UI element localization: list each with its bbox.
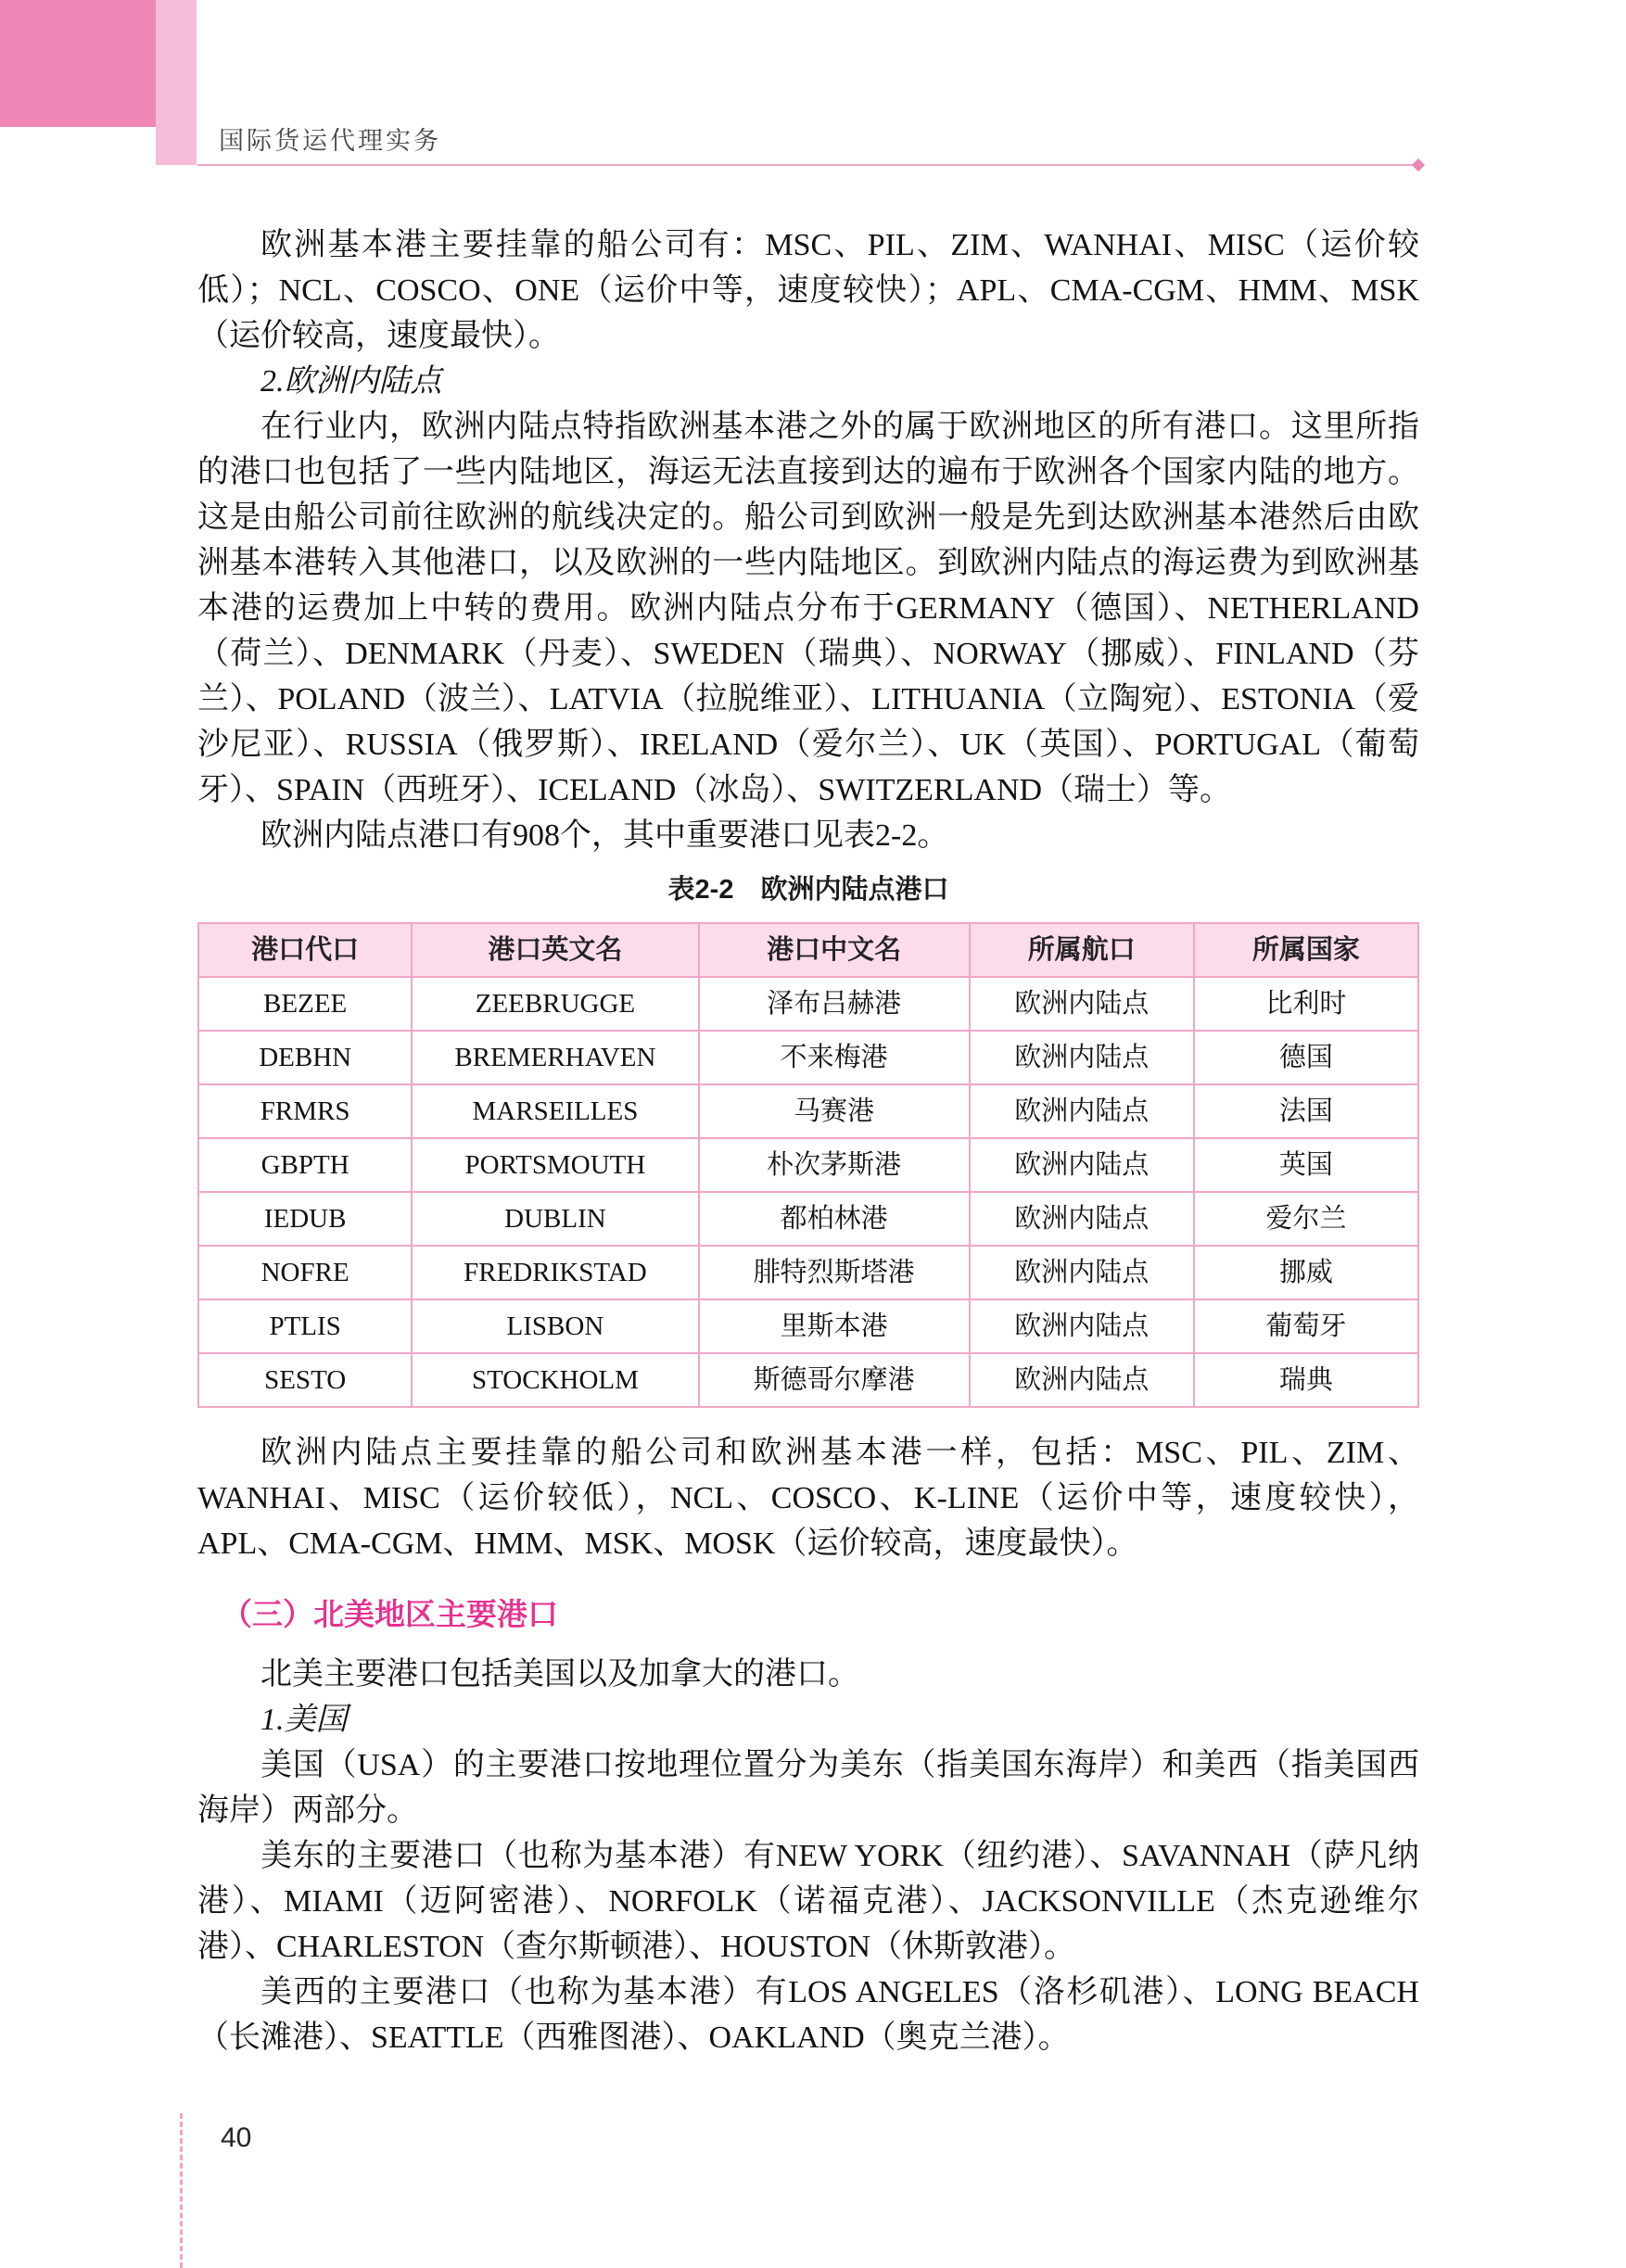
table-row [198, 1246, 1418, 1299]
table-cell: BREMERHAVEN [412, 1031, 698, 1084]
table-cell: GBPTH [198, 1138, 412, 1192]
page-number: 40 [221, 2122, 252, 2153]
header-rule-diamond [1412, 158, 1425, 171]
running-header-title: 国际货运代理实务 [219, 127, 441, 155]
subheading-usa: 1.美国 [260, 1702, 348, 1737]
table-cell: 腓特烈斯塔港 [699, 1246, 970, 1299]
subheading-europe-inland-points: 2.欧洲内陆点 [260, 364, 442, 399]
table-cell: 挪威 [1194, 1246, 1418, 1299]
table-cell: 泽布吕赫港 [699, 977, 970, 1031]
table-cell: FREDRIKSTAD [412, 1246, 698, 1299]
page-content [197, 222, 1419, 2060]
footer-dotted-line [180, 2113, 183, 2268]
table-cell: ZEEBRUGGE [412, 977, 698, 1031]
table-body [198, 977, 1418, 1407]
table-cell: NOFRE [198, 1246, 412, 1299]
table-cell: 欧洲内陆点 [970, 1138, 1194, 1192]
decorative-pink-block [0, 0, 156, 127]
table-cell: 比利时 [1194, 977, 1418, 1031]
paragraph-north-america-intro: 北美主要港口包括美国以及加拿大的港口。 [260, 1656, 859, 1691]
table-cell: SESTO [198, 1353, 412, 1407]
table-cell: 欧洲内陆点 [970, 1299, 1194, 1353]
table-header-row [198, 923, 1418, 977]
table-row [198, 1031, 1418, 1084]
table-cell: 德国 [1194, 1031, 1418, 1084]
paragraph-inland-carriers: 欧洲内陆点主要挂靠的船公司和欧洲基本港一样，包括：MSC、PIL、ZIM、WANHAI、MISC（运价较低），NCL、COSCO、K-LINE（运价中等，速度较快），APL、CMA-CGM、HMM、MSK、MOSK（运价较高，速度最快）。 [197, 1436, 1419, 1561]
table-cell: 英国 [1194, 1138, 1418, 1192]
table-cell: 马赛港 [699, 1084, 970, 1138]
paragraph-inland-definition: 在行业内，欧洲内陆点特指欧洲基本港之外的属于欧洲地区的所有港口。这里所指的港口也包括了一些内陆地区，海运无法直接到达的遍布于欧洲各个国家内陆的地方。这是由船公司前往欧洲的航线决定的。船公司到欧洲一般是先到达欧洲基本港然后由欧洲基本港转入其他港口，以及欧洲的一些内陆地区。到欧洲内陆点的海运费为到欧洲基本港的运费加上中转的费用。欧洲内陆点分布于GERMANY（德国）、NETHERLAND（荷兰）、DENMARK（丹麦）、SWEDEN（瑞典）、NORWAY（挪威）、FINLAND（芬兰）、POLAND（波兰）、LATVIA（拉脱维亚）、LITHUANIA（立陶宛）、ESTONIA（爱沙尼亚）、RUSSIA（俄罗斯）、IRELAND（爱尔兰）、UK（英国）、PORTUGAL（葡萄牙）、SPAIN（西班牙）、ICELAND（冰岛）、SWITZERLAND（瑞士）等。 [197, 410, 1419, 807]
table-cell: 法国 [1194, 1084, 1418, 1138]
paragraph-us-west-ports: 美西的主要港口（也称为基本港）有LOS ANGELES（洛杉矶港）、LONG BEACH（长滩港）、SEATTLE（西雅图港）、OAKLAND（奥克兰港）。 [197, 1974, 1419, 2055]
table-cell: 都柏林港 [699, 1192, 970, 1246]
section-heading-north-america: （三）北美地区主要港口 [222, 1597, 558, 1631]
table-cell: PTLIS [198, 1299, 412, 1353]
table-cell: 朴次茅斯港 [699, 1138, 970, 1192]
table-row [198, 1138, 1418, 1192]
paragraph-us-east-ports: 美东的主要港口（也称为基本港）有NEW YORK（纽约港）、SAVANNAH（萨凡纳港）、MIAMI（迈阿密港）、NORFOLK（诺福克港）、JACKSONVILLE（杰克逊维尔港）、CHARLESTON（查尔斯顿港）、HOUSTON（休斯敦港）。 [197, 1838, 1419, 1964]
table-cell: FRMRS [198, 1084, 412, 1138]
table-header-cell: 所属国家 [1194, 923, 1418, 977]
table-cell: MARSEILLES [412, 1084, 698, 1138]
table-row [198, 1299, 1418, 1353]
table-header-cell: 港口代口 [198, 923, 412, 977]
table-row [198, 1084, 1418, 1138]
decorative-pink-block-light [156, 0, 197, 165]
table-cell: 欧洲内陆点 [970, 1031, 1194, 1084]
table-header-cell: 港口英文名 [412, 923, 698, 977]
table-cell: 欧洲内陆点 [970, 1353, 1194, 1407]
table-cell: 欧洲内陆点 [970, 1246, 1194, 1299]
table-row [198, 977, 1418, 1031]
paragraph-base-port-carriers: 欧洲基本港主要挂靠的船公司有：MSC、PIL、ZIM、WANHAI、MISC（运价较低）；NCL、COSCO、ONE（运价中等，速度较快）；APL、CMA-CGM、HMM、MSK（运价较高，速度最快）。 [197, 228, 1419, 353]
table-cell: 欧洲内陆点 [970, 977, 1194, 1031]
paragraph-inland-count: 欧洲内陆点港口有908个，其中重要港口见表2-2。 [260, 818, 949, 853]
table-cell: PORTSMOUTH [412, 1138, 698, 1192]
table-cell: IEDUB [198, 1192, 412, 1246]
table-cell: LISBON [412, 1299, 698, 1353]
table-cell: 斯德哥尔摩港 [699, 1353, 970, 1407]
table-cell: 欧洲内陆点 [970, 1192, 1194, 1246]
table-cell: 欧洲内陆点 [970, 1084, 1194, 1138]
table-cell: DEBHN [198, 1031, 412, 1084]
table-header-cell: 港口中文名 [699, 923, 970, 977]
table-header-cell: 所属航口 [970, 923, 1194, 977]
table-cell: STOCKHOLM [412, 1353, 698, 1407]
table-cell: 瑞典 [1194, 1353, 1418, 1407]
inland-ports-table [197, 922, 1419, 1408]
table-cell: 里斯本港 [699, 1299, 970, 1353]
paragraph-usa-overview: 美国（USA）的主要港口按地理位置分为美东（指美国东海岸）和美西（指美国西海岸）两部分。 [197, 1747, 1419, 1828]
table-cell: BEZEE [198, 977, 412, 1031]
table-caption: 表2-2 欧洲内陆点港口 [667, 875, 949, 905]
table-cell: 葡萄牙 [1194, 1299, 1418, 1353]
header-rule [197, 164, 1419, 166]
table-row [198, 1353, 1418, 1407]
table-cell: DUBLIN [412, 1192, 698, 1246]
table-cell: 不来梅港 [699, 1031, 970, 1084]
table-cell: 爱尔兰 [1194, 1192, 1418, 1246]
table-row [198, 1192, 1418, 1246]
